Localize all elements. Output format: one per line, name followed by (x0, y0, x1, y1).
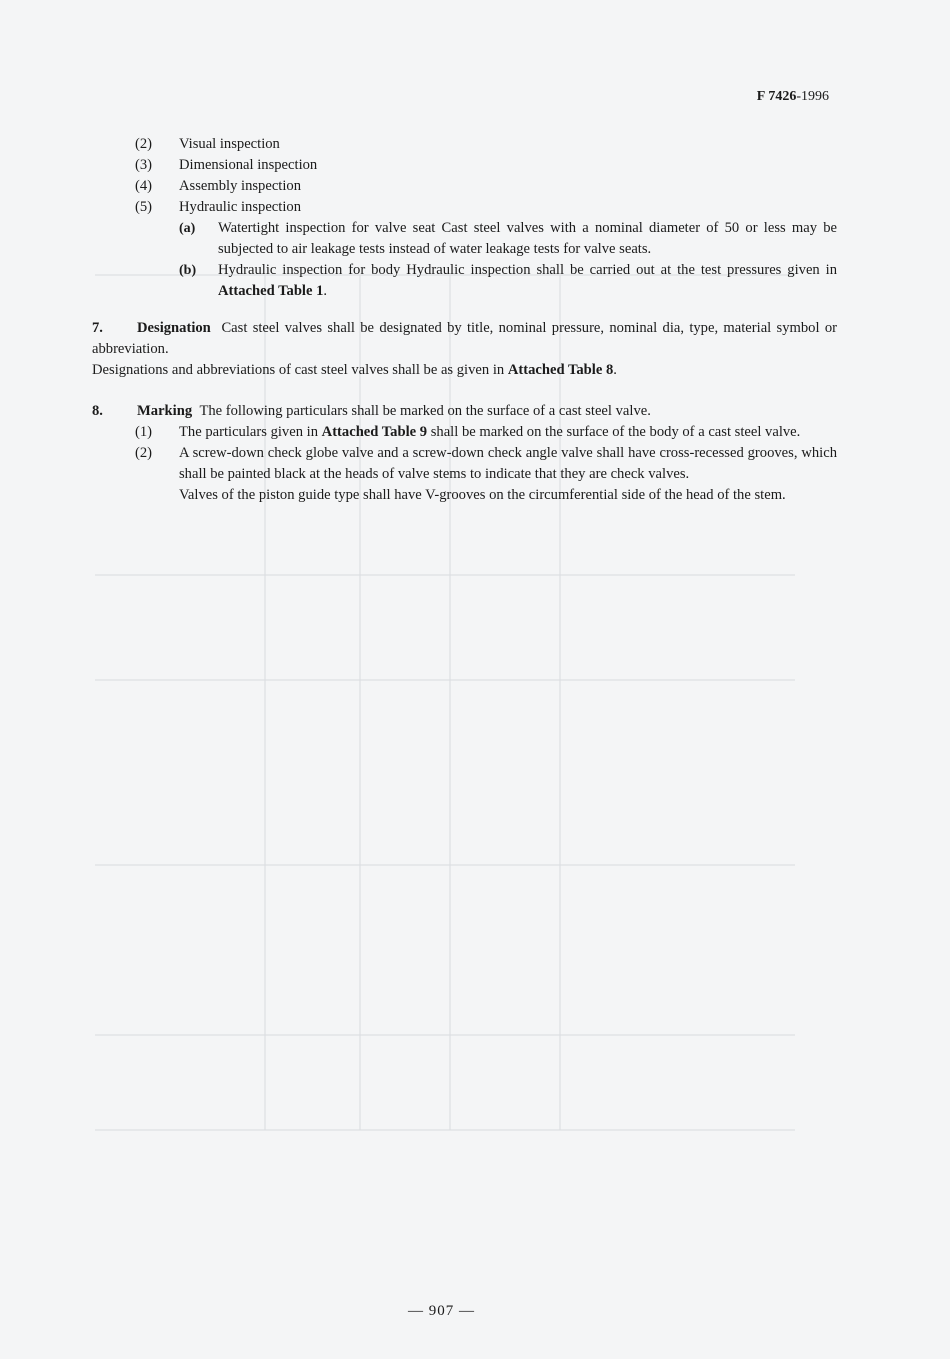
item-text: A screw-down check globe valve and a screw-down check angle valve shall have cross-recessed grooves, which shall be painted black at the heads of valve stems to indicate that they are check valves. (179, 445, 837, 482)
section-designation (92, 318, 837, 381)
item-number: (3) (135, 157, 153, 173)
standard-code: F 7426 (756, 89, 797, 104)
item-number: (2) (135, 445, 153, 461)
table-reference: Attached Table 1 (218, 283, 324, 299)
item-number: (1) (135, 424, 153, 440)
section-number: 7. (92, 320, 103, 336)
sub-item-text-part: . (323, 283, 328, 299)
table-reference: Attached Table 8 (507, 362, 614, 378)
item-text-part: shall be marked on the surface of the body of a cast steel valve. (427, 424, 801, 440)
item-number: (2) (135, 136, 153, 152)
page-number: — 907 — (408, 1303, 475, 1319)
section-text: The following particulars shall be marked on the surface of a cast steel valve. (199, 403, 651, 419)
table-reference: Attached Table 9 (321, 424, 428, 440)
marking-item-2 (92, 443, 837, 485)
section-text: Cast steel valves shall be designated by title, nominal pressure, nominal dia, type, material symbol or abbreviation. (92, 320, 837, 357)
standard-header (757, 89, 829, 105)
section-paragraph (92, 360, 837, 381)
section-number: 8. (92, 403, 103, 419)
item-text: Assembly inspection (179, 178, 302, 194)
list-item (92, 134, 837, 155)
section-text: . (613, 362, 617, 378)
item-text: Visual inspection (179, 136, 280, 152)
list-item (92, 197, 837, 218)
list-item (92, 155, 837, 176)
item-number: (4) (135, 178, 153, 194)
item-text (179, 422, 837, 443)
item-text-part: The particulars given in (179, 424, 322, 440)
section-marking (92, 401, 837, 422)
marking-item-2-continued: Valves of the piston guide type shall have V-grooves on the circumferential side of the head of the stem. (179, 487, 786, 503)
sub-item-text-part: Hydraulic inspection for body Hydraulic inspection shall be carried out at the test pressures given in (218, 262, 837, 278)
item-text: Dimensional inspection (179, 157, 318, 173)
section-text: Designations and abbreviations of cast steel valves shall be as given in (92, 362, 508, 378)
sub-item-text: Watertight inspection for valve seat Cast steel valves with a nominal diameter of 50 or less may be subjected to air leakage tests instead of water leakage tests for valve seats. (218, 220, 837, 257)
list-item (92, 176, 837, 197)
section-heading: Marking (137, 403, 193, 419)
section-heading: Designation (137, 320, 211, 336)
item-text: Hydraulic inspection (179, 199, 301, 215)
item-number: (5) (135, 199, 153, 215)
marking-item-1 (92, 422, 837, 443)
sub-item-text (218, 260, 837, 302)
sub-item-label: (a) (179, 221, 196, 236)
standard-year: -1996 (796, 89, 829, 104)
body-text (92, 134, 837, 506)
sub-item-a (92, 218, 837, 260)
sub-item-label: (b) (179, 263, 197, 278)
sub-item-b (92, 260, 837, 302)
